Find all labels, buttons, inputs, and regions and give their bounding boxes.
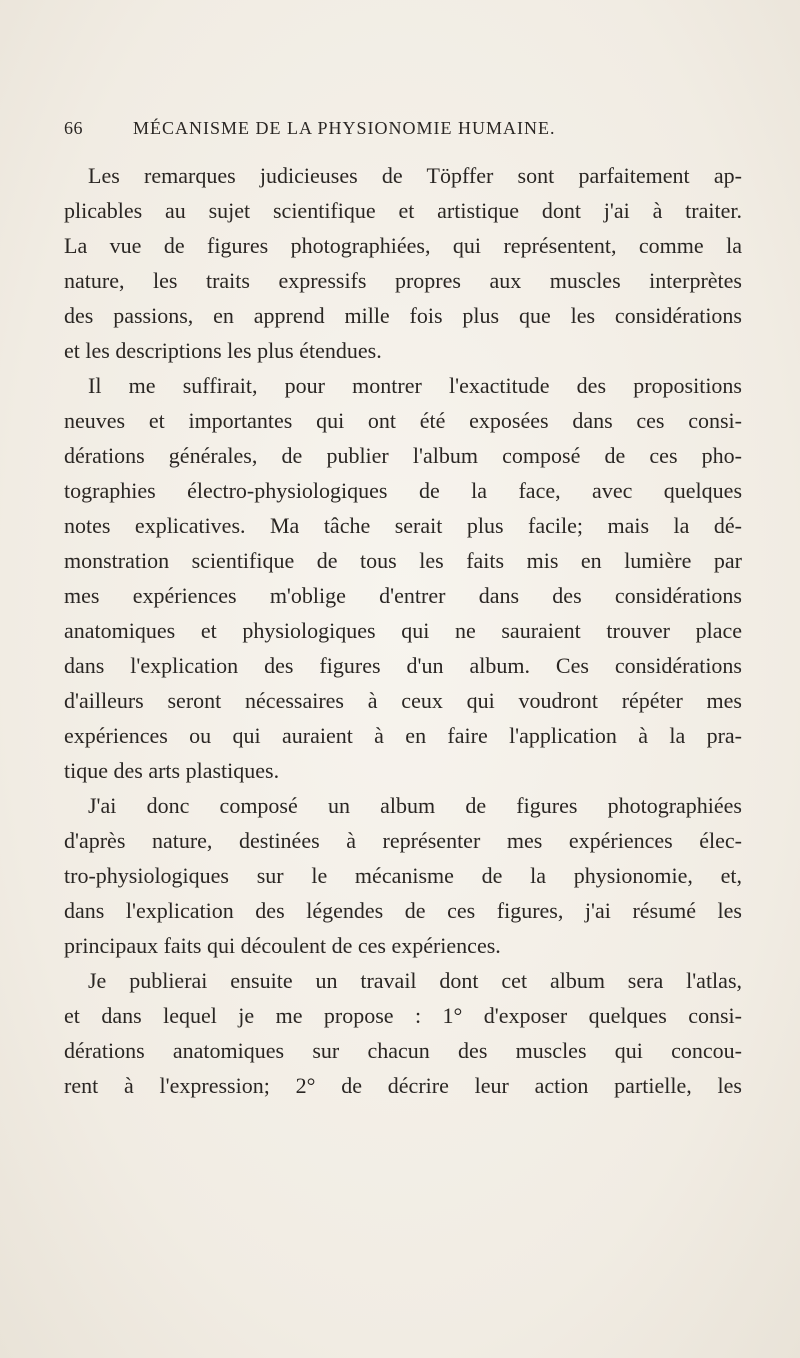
text-line: et dans lequel je me propose : 1° d'exposer quelques consi-: [64, 1003, 742, 1028]
text-line: tique des arts plastiques.: [64, 758, 280, 783]
text-line: dans l'explication des légendes de ces figures, j'ai résumé les: [64, 898, 742, 923]
text-line: neuves et importantes qui ont été exposées dans ces consi-: [64, 408, 742, 433]
text-line: J'ai donc composé un album de figures photographiées: [88, 793, 742, 818]
text-line: mes expériences m'oblige d'entrer dans des considérations: [64, 583, 742, 608]
text-line: expériences ou qui auraient à en faire l'application à la pra-: [64, 723, 742, 748]
text-line: Je publierai ensuite un travail dont cet album sera l'atlas,: [88, 968, 742, 993]
running-head: MÉCANISME DE LA PHYSIONOMIE HUMAINE.: [133, 118, 556, 138]
text-line: notes explicatives. Ma tâche serait plus facile; mais la dé-: [64, 513, 742, 538]
text-line: tographies électro-physiologiques de la face, avec quelques: [64, 478, 742, 503]
text-line: dérations générales, de publier l'album composé de ces pho-: [64, 443, 742, 468]
text-line: d'ailleurs seront nécessaires à ceux qui voudront répéter mes: [64, 688, 742, 713]
text-line: plicables au sujet scientifique et artistique dont j'ai à traiter.: [64, 198, 742, 223]
text-line: monstration scientifique de tous les faits mis en lumière par: [64, 548, 742, 573]
text-line: Les remarques judicieuses de Töpffer sont parfaitement ap-: [88, 163, 742, 188]
text-line: rent à l'expression; 2° de décrire leur action partielle, les: [64, 1073, 742, 1098]
text-line: dans l'explication des figures d'un album. Ces considérations: [64, 653, 742, 678]
text-line: dérations anatomiques sur chacun des muscles qui concou-: [64, 1038, 742, 1063]
text-line: des passions, en apprend mille fois plus que les considérations: [64, 303, 742, 328]
text-line: principaux faits qui découlent de ces expériences.: [64, 933, 501, 958]
page-number: 66: [64, 118, 83, 138]
body-text: [64, 158, 742, 1103]
text-line: d'après nature, destinées à représenter mes expériences élec-: [64, 828, 742, 853]
text-line: tro-physiologiques sur le mécanisme de la physionomie, et,: [64, 863, 742, 888]
page-header: [64, 118, 704, 148]
text-line: Il me suffirait, pour montrer l'exactitude des propositions: [88, 373, 742, 398]
text-line: et les descriptions les plus étendues.: [64, 338, 382, 363]
text-line: anatomiques et physiologiques qui ne sauraient trouver place: [64, 618, 742, 643]
text-line: nature, les traits expressifs propres aux muscles interprètes: [64, 268, 742, 293]
text-line: La vue de figures photographiées, qui représentent, comme la: [64, 233, 742, 258]
